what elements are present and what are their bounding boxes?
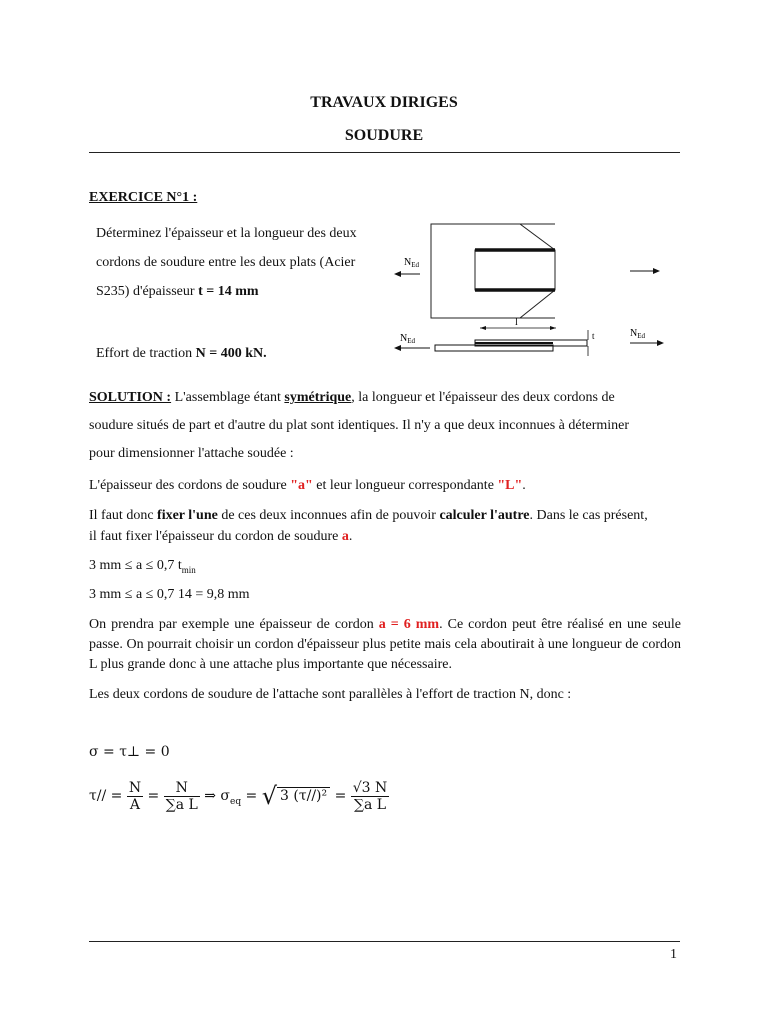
thickness-choice-paragraph: On prendra par exemple une épaisseur de cordon a = 6 mm. Ce cordon peut être réalisé en une seule passe. On pourrait choisir un cordon d'épaisseur plus petite mais cela aboutirait à une longueur de cordon L plus grande donc à une attache plus importante que nécessaire. bbox=[89, 617, 681, 672]
page-title: TRAVAUX DIRIGES bbox=[310, 94, 458, 111]
svg-text:NEd: $N_{Ed}$ bbox=[630, 328, 646, 340]
statement-line: Déterminez l'épaisseur et la longueur des deux bbox=[96, 226, 357, 241]
equation-shear-stress: τ// = $\frac{N}{A}$ = $\frac{N}{\text{∑a L}}$ ⇒ $\sigma_{eq}$ = √ 3 (τ//)² = $\frac{√3 N}{\text{∑a L}}$ bbox=[89, 779, 388, 813]
page-number: 1 bbox=[670, 947, 677, 962]
fraction-n-over-a: $\frac{N}{A}$ bbox=[128, 779, 142, 813]
plate-chamfer bbox=[520, 224, 555, 318]
solution-line: pour dimensionner l'attache soudée : bbox=[89, 446, 294, 461]
fraction-n-over-sum: $\frac{N}{\text{∑a L}}$ bbox=[165, 779, 198, 813]
eq-lhs: τ// = bbox=[89, 788, 123, 804]
exercise-statement bbox=[96, 219, 386, 306]
inequality-2: 3 mm ≤ a ≤ 0,7 14 = 9,8 mm bbox=[89, 587, 250, 602]
traction-force: Effort de traction N = 400 kN. bbox=[96, 346, 267, 361]
inner-plate-outline bbox=[475, 250, 555, 290]
square-root: √ 3 (τ//)² bbox=[262, 787, 330, 805]
solution-line: SOLUTION : L'assemblage étant symétrique, la longueur et l'épaisseur des deux cordons de bbox=[89, 390, 615, 405]
weld-diagram bbox=[390, 218, 690, 363]
footer-rule bbox=[89, 941, 680, 942]
plate-outline bbox=[431, 224, 555, 318]
fraction-root3n-over-sum: $\frac{√3 N}{\text{∑a L}}$ bbox=[352, 779, 388, 813]
unknowns-paragraph: L'épaisseur des cordons de soudure "a" et leur longueur correspondante "L". bbox=[89, 478, 526, 493]
statement-line: S235) d'épaisseur t = 14 mm bbox=[96, 284, 259, 299]
equation-stress-zero: σ = τ⊥ = 0 bbox=[89, 744, 170, 760]
svg-text:NEd: $N_{Ed}$ bbox=[400, 333, 416, 345]
exercise-heading: EXERCICE N°1 : bbox=[89, 190, 198, 205]
svg-text:NEd: $N_{Ed}$ bbox=[404, 257, 420, 269]
header-rule bbox=[89, 152, 680, 153]
svg-text:t: t bbox=[592, 331, 595, 341]
page-subtitle: SOUDURE bbox=[344, 127, 424, 144]
fix-unknown-paragraph: Il faut donc fixer l'une de ces deux inconnues afin de pouvoir calculer l'autre. Dans le cas présent, il faut fixer l'épaisseur du cordon de soudure a. bbox=[89, 508, 648, 544]
solution-line: soudure situés de part et d'autre du plat sont identiques. Il n'y a que deux inconnues à déterminer bbox=[89, 418, 630, 433]
solution-intro bbox=[89, 384, 689, 468]
parallel-welds-paragraph: Les deux cordons de soudure de l'attache sont parallèles à l'effort de traction N, donc : bbox=[89, 687, 572, 702]
statement-line: cordons de soudure entre les deux plats (Acier bbox=[96, 255, 356, 270]
svg-text:l: l bbox=[515, 317, 518, 328]
inequality-1: 3 mm ≤ a ≤ 0,7 $t_{min}$ bbox=[89, 558, 196, 575]
